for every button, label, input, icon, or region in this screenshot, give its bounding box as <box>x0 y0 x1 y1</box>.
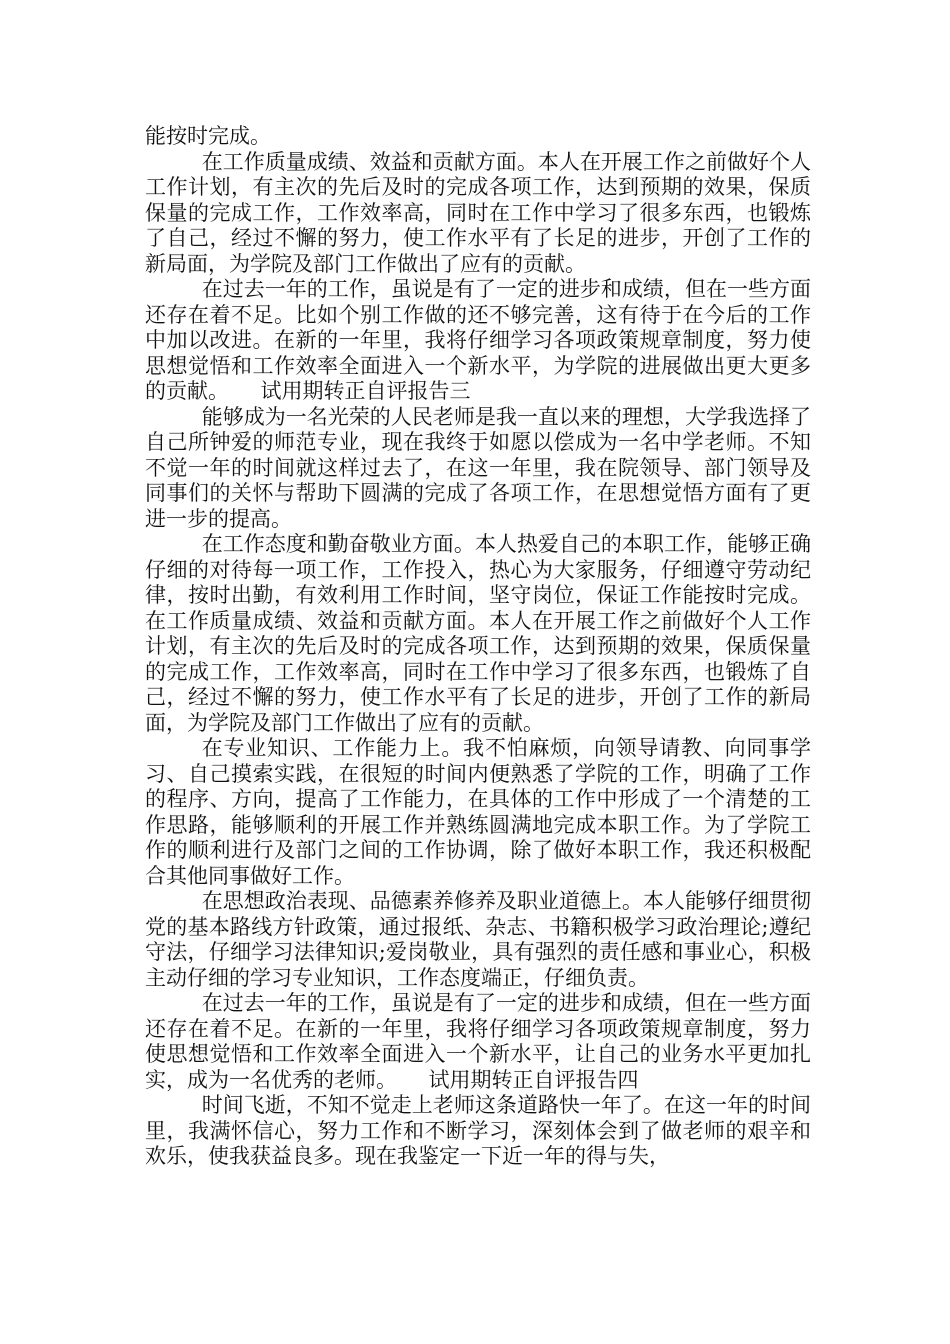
paragraph-professional-knowledge: 在专业知识、工作能力上。我不怕麻烦，向领导请教、向同事学习、自己摸索实践，在很短的时间内便熟悉了学院的工作，明确了工作的程序、方向，提高了工作能力，在具体的工作中形成了一个清楚的工作思路，能够顺利的开展工作并熟练圆满地完成本职工作。为了学院工作的顺利进行及部门之间的工作协调，除了做好本职工作，我还积极配合其他同事做好工作。 <box>145 736 811 888</box>
paragraph-shortcomings-2: 在过去一年的工作，虽说是有了一定的进步和成绩，但在一些方面还存在着不足。在新的一年里，我将仔细学习各项政策规章制度，努力使思想觉悟和工作效率全面进入一个新水平，让自己的业务水平更加扎实，成为一名优秀的老师。 试用期转正自评报告四 <box>145 991 811 1092</box>
paragraph-time-flies: 时间飞逝，不知不觉走上老师这条道路快一年了。在这一年的时间里，我满怀信心，努力工作和不断学习，深刻体会到了做老师的艰辛和欢乐，使我获益良多。现在我鉴定一下近一年的得与失， <box>145 1093 811 1168</box>
paragraph-political-ethics: 在思想政治表现、品德素养修养及职业道德上。本人能够仔细贯彻党的基本路线方针政策，通过报纸、杂志、书籍积极学习政治理论;遵纪守法，仔细学习法律知识;爱岗敬业，具有强烈的责任感和事业心，积极主动仔细的学习专业知识，工作态度端正，仔细负责。 <box>145 889 811 990</box>
paragraph-work-attitude: 在工作态度和勤奋敬业方面。本人热爱自己的本职工作，能够正确仔细的对待每一项工作，工作投入，热心为大家服务，仔细遵守劳动纪律，按时出勤，有效利用工作时间，坚守岗位，保证工作能按时完成。在工作质量成绩、效益和贡献方面。本人在开展工作之前做好个人工作计划，有主次的先后及时的完成各项工作，达到预期的效果，保质保量的完成工作，工作效率高，同时在工作中学习了很多东西，也锻炼了自己，经过不懈的努力，使工作水平有了长足的进步，开创了工作的新局面，为学院及部门工作做出了应有的贡献。 <box>145 532 811 735</box>
paragraph-continuation: 能按时完成。 <box>145 124 271 148</box>
document-body <box>145 124 811 1170</box>
paragraph-work-quality: 在工作质量成绩、效益和贡献方面。本人在开展工作之前做好个人工作计划，有主次的先后及时的完成各项工作，达到预期的效果，保质保量的完成工作，工作效率高，同时在工作中学习了很多东西，也锻炼了自己，经过不懈的努力，使工作水平有了长足的进步，开创了工作的新局面，为学院及部门工作做出了应有的贡献。 <box>145 149 811 276</box>
paragraph-teacher-ideal: 能够成为一名光荣的人民老师是我一直以来的理想，大学我选择了自己所钟爱的师范专业，现在我终于如愿以偿成为一名中学老师。不知不觉一年的时间就这样过去了，在这一年里，我在院领导、部门领导及同事们的关怀与帮助下圆满的完成了各项工作，在思想觉悟方面有了更进一步的提高。 <box>145 404 811 531</box>
paragraph-shortcomings: 在过去一年的工作，虽说是有了一定的进步和成绩，但在一些方面还存在着不足。比如个别工作做的还不够完善，这有待于在今后的工作中加以改进。在新的一年里，我将仔细学习各项政策规章制度，努力使思想觉悟和工作效率全面进入一个新水平，为学院的进展做出更大更多的贡献。 试用期转正自评报告三 <box>145 277 811 403</box>
